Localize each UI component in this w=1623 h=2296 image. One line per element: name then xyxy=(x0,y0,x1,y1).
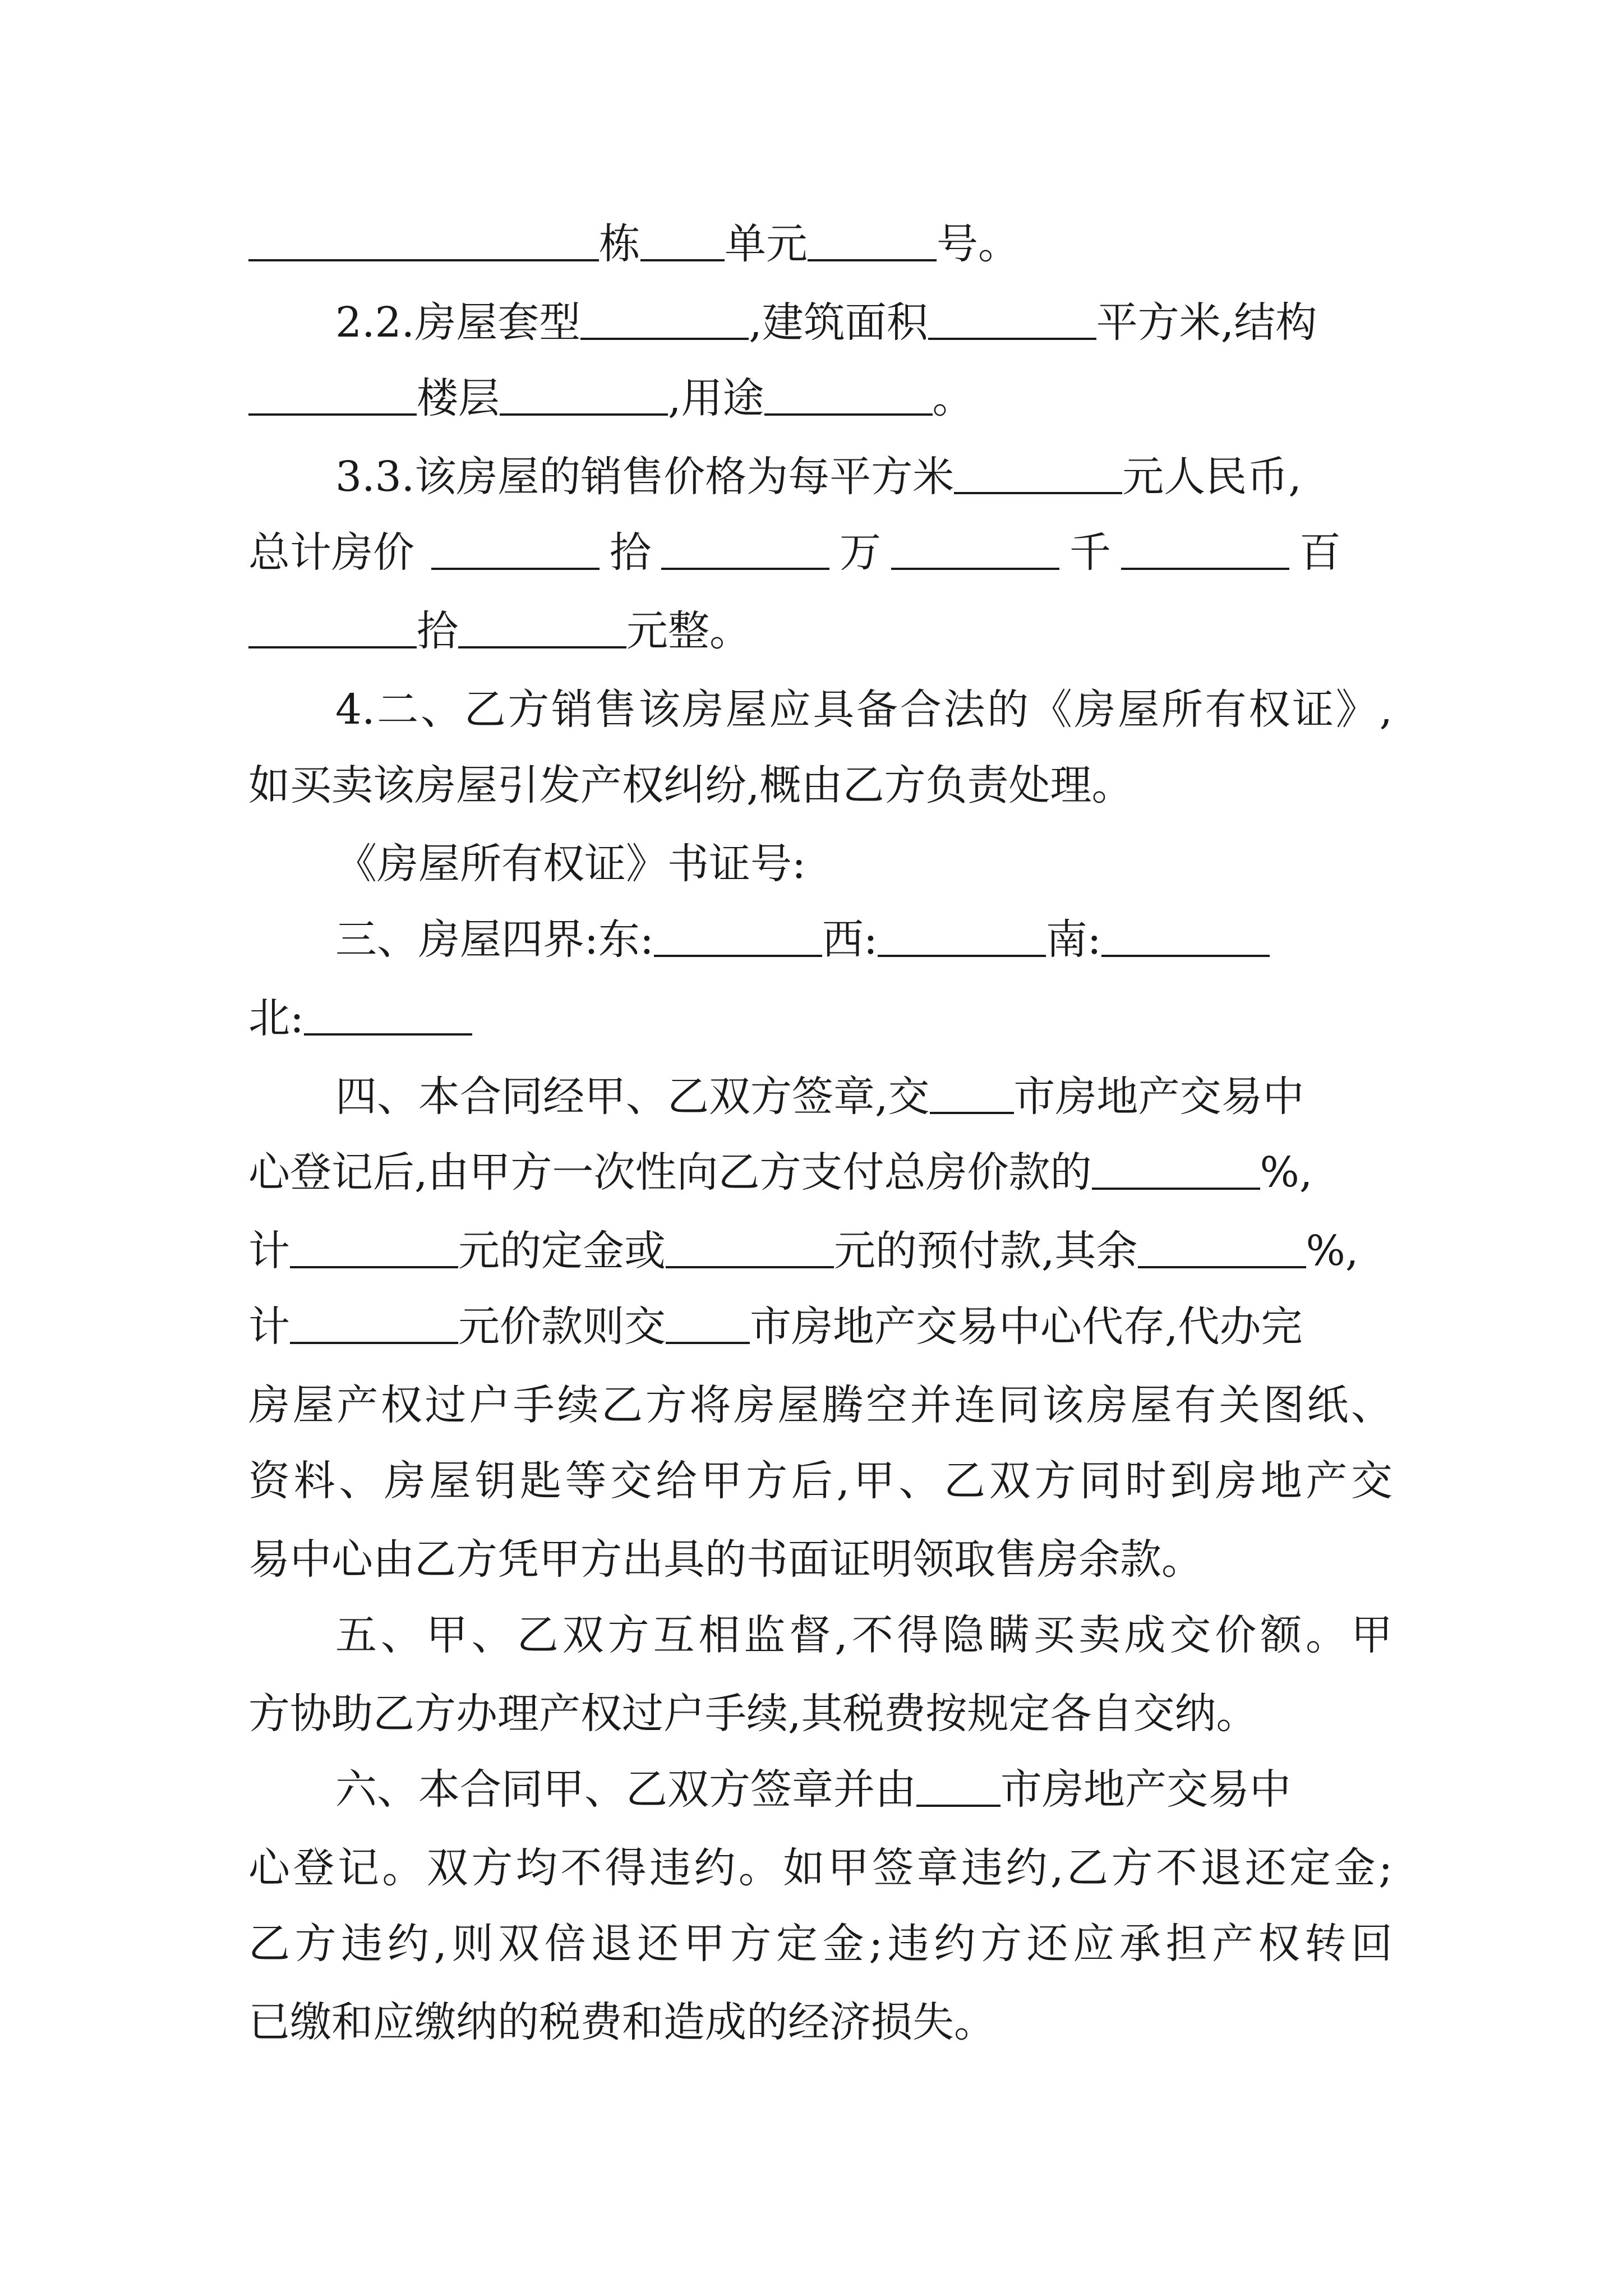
house-type-label: 2.2.房屋套型 xyxy=(335,298,581,347)
clause-six-line-3: 乙方违约,则双倍退还甲方定金;违约方还应承担产权转回 xyxy=(248,1920,1393,1968)
floor-area-label: ,建筑面积 xyxy=(749,298,928,347)
clause-four-line-5: 房屋产权过户手续乙方将房屋腾空并连同该房屋有关图纸、 xyxy=(248,1381,1393,1429)
west-label: 西: xyxy=(822,915,878,964)
total-price-continued-line xyxy=(248,589,1393,673)
certificate-number-line: 《房屋所有权证》书证号: xyxy=(335,840,806,888)
unit-blank[interactable] xyxy=(640,220,725,261)
clause-six-line-2: 心登记。双方均不得违约。如甲签章违约,乙方不退还定金; xyxy=(248,1844,1393,1892)
percent-blank-2[interactable] xyxy=(1138,1227,1306,1268)
clause-six-text-a: 六、本合同甲、乙双方签章并由 xyxy=(335,1765,916,1814)
thousand-label: 千 xyxy=(1069,528,1111,577)
percent-label-2: %, xyxy=(1306,1227,1359,1275)
total-price-line xyxy=(248,510,1393,595)
escrow-label: 市房地产交易中心代存,代办完 xyxy=(750,1303,1303,1351)
percent-label-1: %, xyxy=(1260,1148,1313,1197)
unit-price-blank[interactable] xyxy=(954,453,1122,494)
clause-four-text-b: 市房地产交易中 xyxy=(1013,1073,1304,1121)
percent-blank-1[interactable] xyxy=(1092,1148,1260,1190)
period: 。 xyxy=(932,374,974,422)
ji-label-1: 计 xyxy=(248,1227,290,1275)
structure-label: 平方米,结构 xyxy=(1096,298,1317,347)
city-blank-3[interactable] xyxy=(916,1765,1000,1807)
clause-two-line-1: 4.二、乙方销售该房屋应具备合法的《房屋所有权证》, xyxy=(335,685,1393,734)
ten-label: 拾 xyxy=(610,528,651,577)
prepayment-label: 元的预付款,其余 xyxy=(834,1227,1138,1275)
ten-label-2: 拾 xyxy=(417,607,458,655)
clause-six-line-4: 已缴和应缴纳的税费和造成的经济损失。 xyxy=(248,1998,995,2046)
city-blank-1[interactable] xyxy=(930,1073,1014,1114)
clause-four-text-a: 四、本合同经甲、乙双方签章,交 xyxy=(335,1073,930,1121)
floor-label: 楼层 xyxy=(417,374,500,422)
remaining-amount-label: 元价款则交 xyxy=(458,1303,666,1351)
usage-label: ,用途 xyxy=(668,374,764,422)
south-blank[interactable] xyxy=(1101,915,1270,957)
building-blank[interactable] xyxy=(248,220,599,261)
clause-four-line-2 xyxy=(248,1130,1393,1214)
south-label: 南: xyxy=(1045,915,1101,964)
east-blank[interactable] xyxy=(654,915,822,957)
clause-four-text-c: 心登记后,由甲方一次性向乙方支付总房价款的 xyxy=(248,1148,1092,1197)
usage-blank[interactable] xyxy=(764,374,933,416)
clause-five-line-1: 五、甲、乙双方互相监督,不得隐瞒买卖成交价额。甲 xyxy=(335,1611,1393,1659)
clause-four-line-3 xyxy=(248,1209,1393,1293)
floor-usage-line xyxy=(248,356,1393,440)
east-label: 三、房屋四界:东: xyxy=(335,915,654,964)
clause-four-line-7: 易中心由乙方凭甲方出具的书面证明领取售房余款。 xyxy=(248,1535,1203,1584)
house-type-blank[interactable] xyxy=(580,298,749,340)
clause-2-2-line xyxy=(335,280,1393,365)
deposit-label: 元的定金或 xyxy=(458,1227,666,1275)
number-blank[interactable] xyxy=(808,220,937,261)
hundred-label: 百 xyxy=(1299,528,1341,577)
north-boundary-line xyxy=(248,976,1393,1060)
total-blank-3[interactable] xyxy=(891,528,1059,570)
deposit-blank[interactable] xyxy=(290,1227,458,1268)
building-label: 栋 xyxy=(599,220,640,268)
total-blank-5[interactable] xyxy=(248,607,417,648)
remaining-amount-blank[interactable] xyxy=(290,1303,458,1344)
total-blank-4[interactable] xyxy=(1121,528,1289,570)
boundaries-line xyxy=(335,898,1393,982)
clause-five-line-2: 方协助乙方办理产权过户手续,其税费按规定各自交纳。 xyxy=(248,1690,1258,1738)
total-blank-1[interactable] xyxy=(431,528,600,570)
ji-label-2: 计 xyxy=(248,1303,290,1351)
clause-four-line-4 xyxy=(248,1285,1393,1369)
structure-blank[interactable] xyxy=(248,374,417,416)
north-blank[interactable] xyxy=(304,994,472,1036)
clause-six-text-b: 市房地产交易中 xyxy=(1000,1765,1291,1814)
prepayment-blank[interactable] xyxy=(666,1227,834,1268)
west-blank[interactable] xyxy=(878,915,1046,957)
unit-price-label: 3.3.该房屋的销售价格为每平方米 xyxy=(335,453,955,501)
city-blank-2[interactable] xyxy=(666,1303,750,1344)
address-building-unit-line xyxy=(248,202,1393,286)
currency-label: 元人民币, xyxy=(1122,453,1302,501)
yuan-label: 元整。 xyxy=(626,607,751,655)
clause-3-3-line xyxy=(335,435,1393,519)
number-label: 号。 xyxy=(937,220,1020,268)
clause-four-line-6: 资料、房屋钥匙等交给甲方后,甲、乙双方同时到房地产交 xyxy=(248,1457,1393,1505)
floor-area-blank[interactable] xyxy=(928,298,1096,340)
ten-thousand-label: 万 xyxy=(840,528,881,577)
unit-label: 单元 xyxy=(725,220,808,268)
clause-two-line-2: 如买卖该房屋引发产权纠纷,概由乙方负责处理。 xyxy=(248,761,1133,809)
clause-four-line-1 xyxy=(335,1055,1393,1139)
total-blank-6[interactable] xyxy=(458,607,626,648)
total-blank-2[interactable] xyxy=(661,528,829,570)
floor-blank[interactable] xyxy=(500,374,668,416)
clause-six-line-1 xyxy=(335,1747,1393,1832)
total-price-label: 总计房价 xyxy=(248,528,414,577)
north-label: 北: xyxy=(248,994,304,1042)
